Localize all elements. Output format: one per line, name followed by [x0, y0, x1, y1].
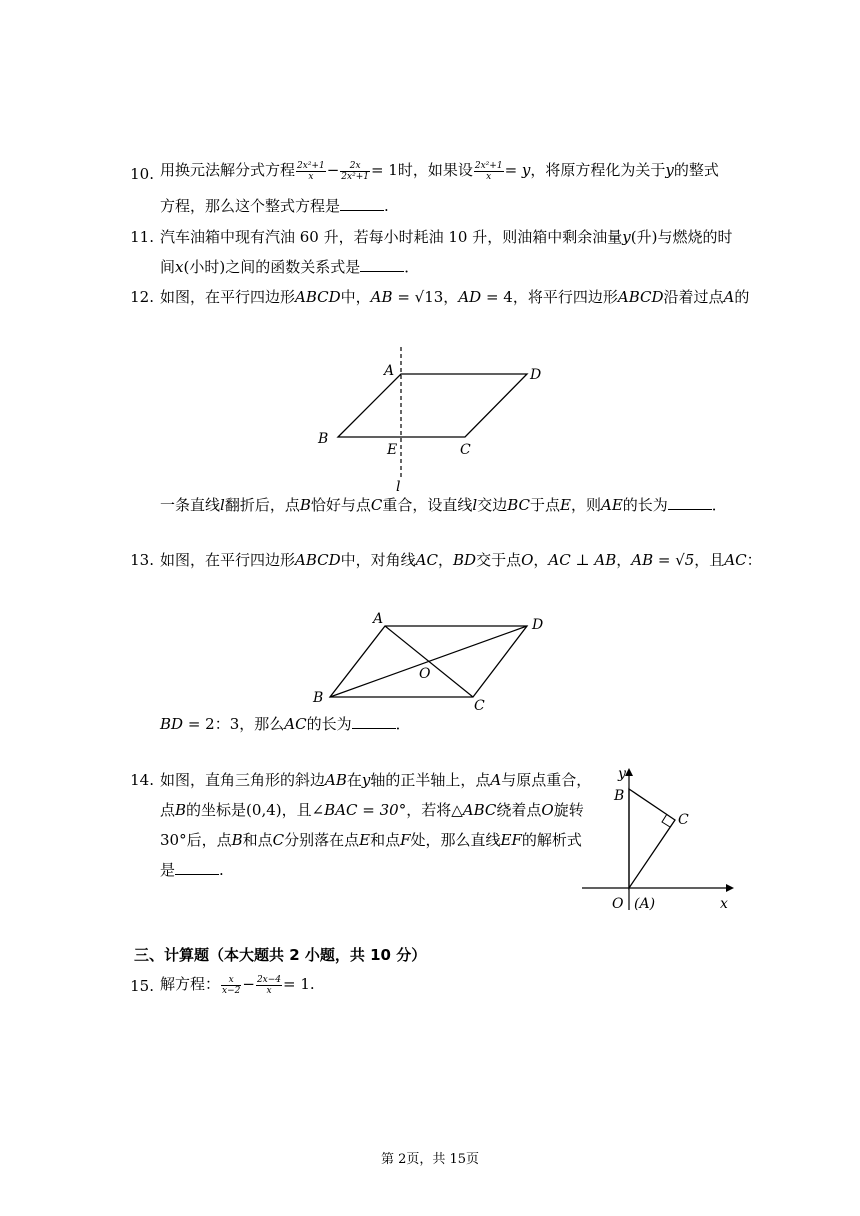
- text: .: [384, 197, 389, 215]
- text: 用换元法解分式方程: [160, 161, 296, 179]
- question-number: 10.: [130, 165, 154, 183]
- label-b: B: [313, 690, 324, 706]
- text: y: [665, 161, 674, 179]
- text: = 1: [370, 161, 398, 179]
- triangle-abc: [629, 789, 675, 888]
- label-o: O: [612, 896, 624, 912]
- text: (小时)之间的函数关系式是: [183, 258, 361, 276]
- answer-blank[interactable]: [668, 495, 712, 510]
- label-l: l: [396, 479, 401, 495]
- label-d: D: [532, 617, 544, 633]
- label-y: y: [618, 766, 626, 782]
- page-footer: 第 2页，共 15页: [380, 1152, 480, 1167]
- label-a: A: [373, 611, 384, 627]
- label-c: C: [678, 812, 689, 828]
- text: ．: [404, 258, 420, 276]
- question-number: 15.: [130, 977, 154, 995]
- y-axis-arrow: [625, 768, 633, 776]
- answer-blank[interactable]: [340, 196, 384, 211]
- document-page: 10. 用换元法解分式方程 $\frac{\text{2x²+1}}{x}$ − $\frac{2x}{\text{2x²+1}}$ = 1时，如果设 $\frac{\text{2x²+1}}{x}$ = y，将原方程化为关于y的整式 方程，那么这个整式方程是 . 11. 汽车油箱中现有汽油 60 升，若每小时耗油 10 升，则油箱中剩余油量y(升)与燃烧的时 间x(小时)之间的函数关系式是 ． 12. 如图，在平行四边形ABCD中，AB = √13，AD = 4，将平行四边形ABCD沿着过点A的 一条直线l翻折后，点B恰好与点C重合，设直线l交边BC于点E，则AE的长为 ． A D B C E l 13. 如图，在平行四边形ABCD中，对角线AC，BD交于点O，AC ⊥ AB，AB = √5，且AC： BD = 2：3，那么AC的长为 ． A D B C O 14. 如图，直角三角形的斜边AB在y轴的正半轴上，点A与原点重合， 点B的坐标是(0,4)，且∠BAC = 30°，若将△ABC绕着点O旋转 30°后，点B和点C分别落在点E和点F处，那么直线EF的解析式 是 . y B C O (A) x 三、计算题（本大题共 2 小题，共 10 分） 15. 解方程： $\frac{x}{x-2}$ − $\frac{2x-4}{x}$ = 1. 第 2页，共 15页: [0, 0, 860, 1216]
- question-number: 11.: [130, 228, 154, 246]
- diagonal-bd: [330, 626, 527, 697]
- label-c: C: [460, 442, 471, 458]
- parallelogram-figure-q12: [310, 345, 550, 495]
- label-b: B: [318, 431, 329, 447]
- coordinate-figure-q14: [580, 762, 740, 912]
- label-e: E: [387, 442, 398, 458]
- answer-blank[interactable]: [175, 860, 219, 875]
- fraction: $\frac{2x-4}{x}$: [256, 974, 282, 996]
- section-heading: 三、计算题（本大题共 2 小题，共 10 分）: [134, 946, 427, 964]
- text: −: [326, 161, 340, 179]
- text: x: [175, 258, 184, 276]
- text: = y: [504, 161, 531, 179]
- label-o: O: [419, 666, 431, 682]
- fraction: $\frac{\text{2x²+1}}{x}$: [474, 160, 503, 182]
- label-c: C: [474, 698, 485, 714]
- fraction: $\frac{x}{x-2}$: [222, 974, 241, 996]
- text: 汽车油箱中现有汽油 60 升，若每小时耗油 10 升，则油箱中剩余油量: [160, 228, 623, 246]
- label-d: D: [530, 367, 542, 383]
- fraction: $\frac{\text{2x²+1}}{x}$: [297, 160, 325, 182]
- text: 间: [160, 258, 176, 276]
- text: 方程，那么这个整式方程是: [160, 197, 341, 215]
- parallelogram-abcd: [338, 374, 527, 437]
- answer-blank[interactable]: [352, 714, 396, 729]
- parallelogram-figure-q13: [305, 605, 555, 715]
- text: 如图，在平行四边形: [160, 288, 296, 306]
- x-axis-arrow: [726, 884, 734, 892]
- text: 的整式: [673, 161, 719, 179]
- question-number: 14.: [130, 771, 154, 789]
- text: y: [622, 228, 631, 246]
- label-b: B: [614, 788, 625, 804]
- question-number: 13.: [130, 551, 154, 569]
- question-number: 12.: [130, 288, 154, 306]
- text: (升)与燃烧的时: [630, 228, 733, 246]
- fraction: $\frac{2x}{\text{2x²+1}}$: [341, 160, 369, 182]
- text: 时，如果设: [397, 161, 473, 179]
- answer-blank[interactable]: [360, 257, 404, 272]
- label-a: (A): [634, 896, 656, 912]
- label-x: x: [720, 896, 728, 912]
- text: ，将原方程化为关于: [530, 161, 666, 179]
- label-a: A: [384, 363, 395, 379]
